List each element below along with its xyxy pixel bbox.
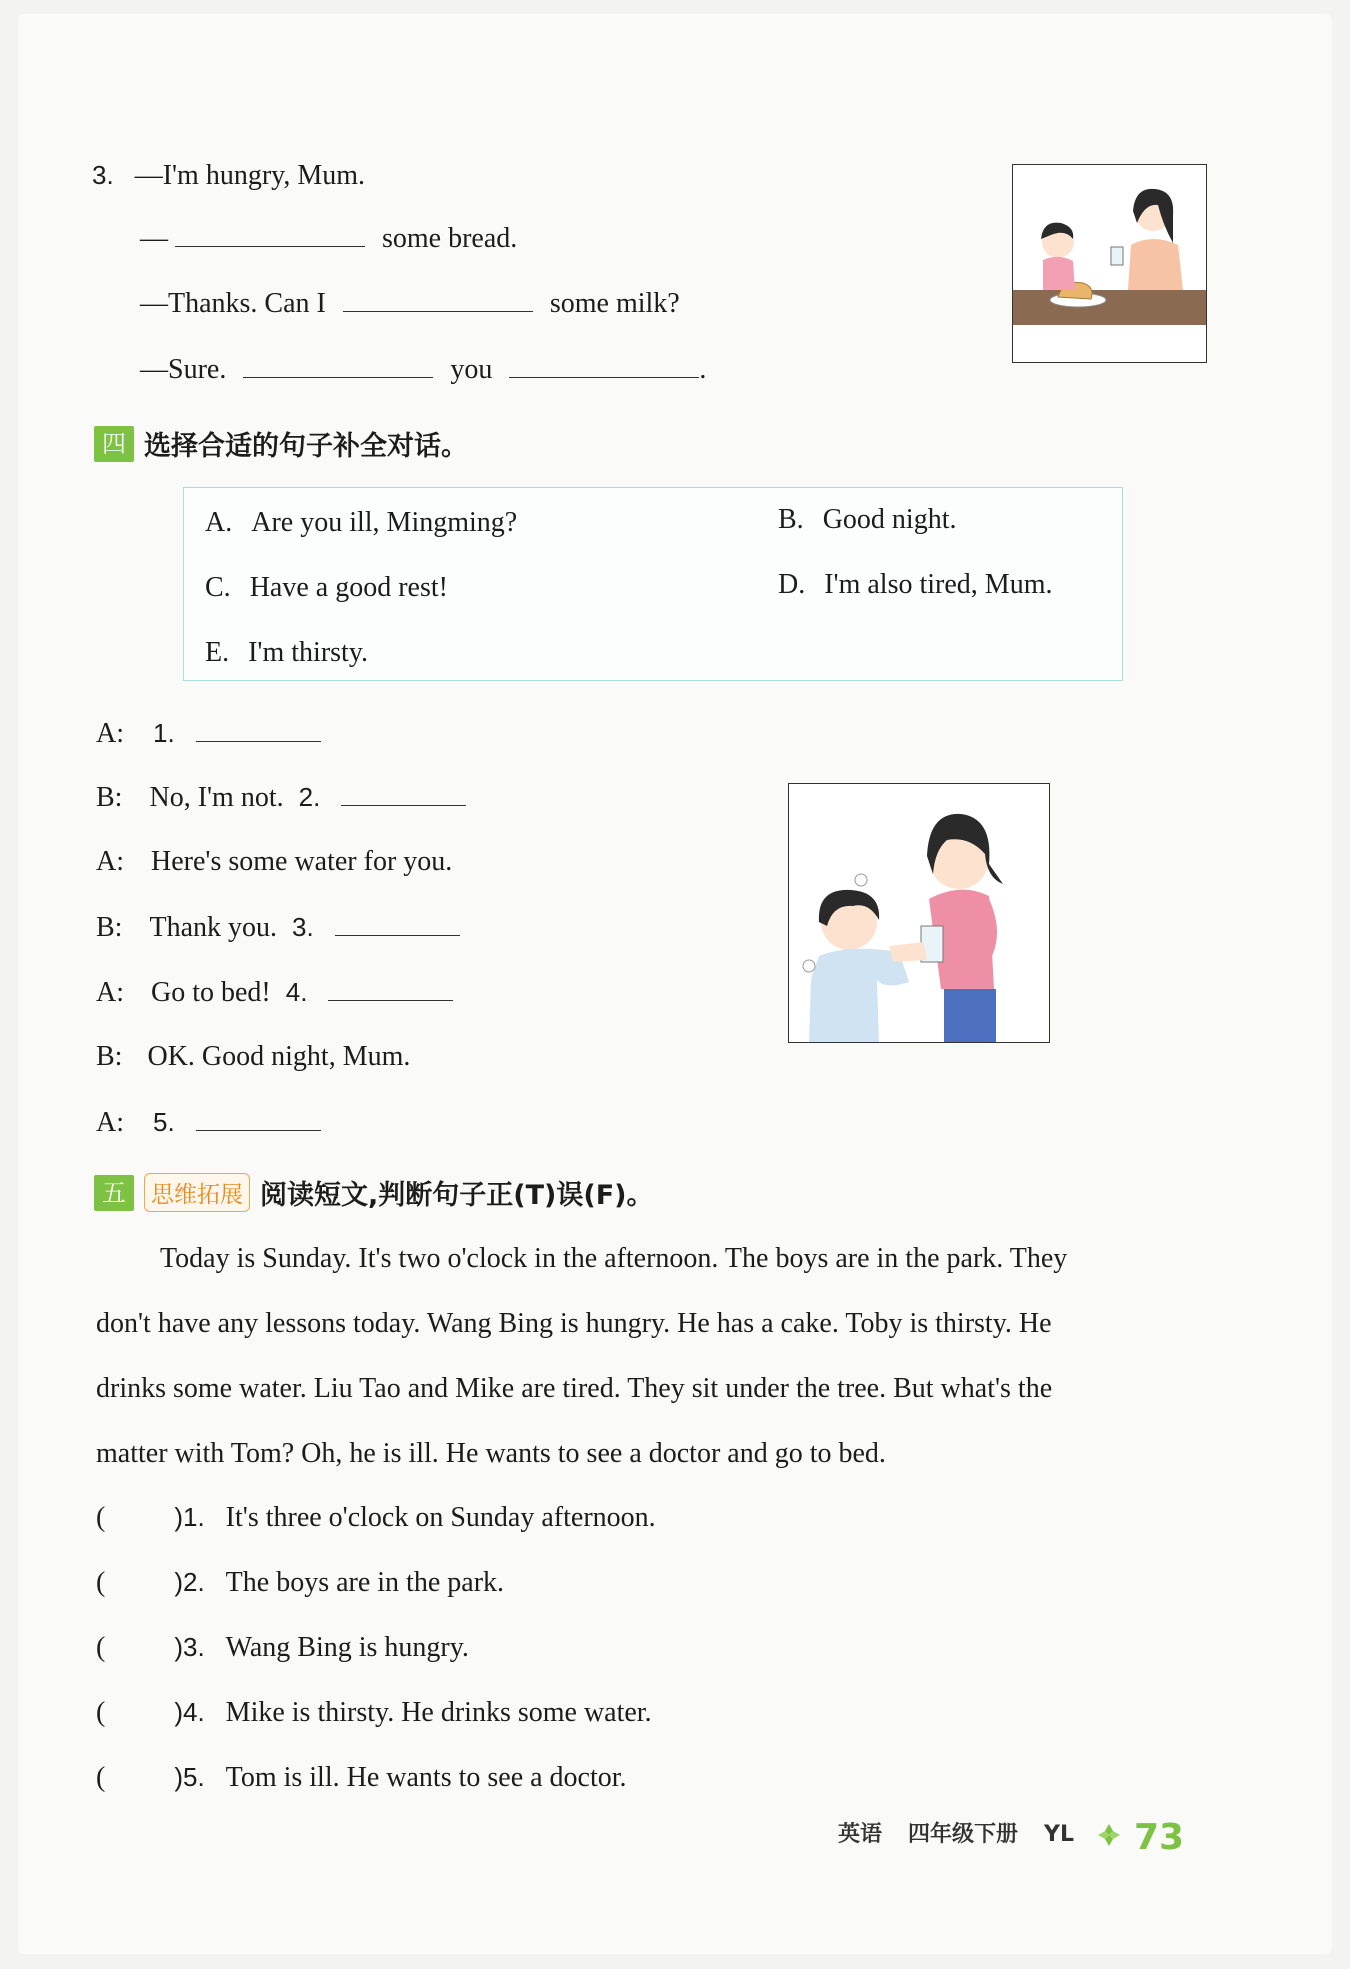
dialogue-text: No, I'm not.	[149, 782, 284, 813]
paren-open: (	[96, 1632, 106, 1663]
dialogue-blank-5[interactable]	[196, 1108, 321, 1131]
q3-line4	[140, 355, 706, 384]
speaker: B:	[96, 912, 123, 943]
dialogue-line-7	[96, 1108, 321, 1137]
dialogue-blank-2[interactable]	[341, 783, 466, 806]
blank-number: 1.	[153, 718, 175, 748]
blank-number: 5.	[153, 1107, 175, 1137]
speaker: A:	[96, 977, 124, 1008]
option-e	[205, 639, 368, 667]
blank-number: 4.	[285, 977, 308, 1007]
dialogue-line-4	[96, 913, 460, 942]
section5-title: 阅读短文,判断句子正(T)误(F)。	[260, 1180, 654, 1211]
q3-line3	[140, 289, 680, 318]
item-number: )4.	[174, 1697, 205, 1727]
passage-line: Today is Sunday. It's two o'clock in the afternoon. The boys are in the park. They	[160, 1243, 1068, 1274]
item-text: Tom is ill. He wants to see a doctor.	[225, 1762, 627, 1793]
speaker: A:	[96, 718, 124, 749]
item-text: Wang Bing is hungry.	[225, 1632, 469, 1663]
dialogue-text: Here's some water for you.	[151, 846, 453, 877]
tf-item-1	[96, 1504, 656, 1532]
speaker: B:	[96, 1041, 123, 1072]
item-number: )3.	[174, 1632, 205, 1662]
footer-edition: YL	[1044, 1822, 1074, 1848]
page-footer	[838, 1817, 1184, 1858]
speaker: A:	[96, 846, 124, 877]
q3-line4-mid: you	[450, 354, 493, 385]
clover-icon	[1096, 1822, 1122, 1853]
tf-answer-1[interactable]	[112, 1504, 174, 1526]
item-number: )5.	[174, 1762, 205, 1792]
item-text: It's three o'clock on Sunday afternoon.	[225, 1502, 656, 1533]
item-number: )1.	[174, 1502, 205, 1532]
dialogue-line-1	[96, 719, 321, 748]
q3-line2-dash: —	[140, 223, 168, 254]
option-letter: D.	[778, 569, 806, 600]
dialogue-line-2	[96, 783, 466, 812]
speaker: B:	[96, 782, 123, 813]
dialogue-line-6	[96, 1043, 410, 1071]
passage-line: drinks some water. Liu Tao and Mike are tired. They sit under the tree. But what's the	[96, 1373, 1053, 1404]
reading-passage	[96, 1226, 1216, 1486]
q3-blank-3[interactable]	[243, 355, 433, 378]
section5-header	[94, 1173, 653, 1212]
q3-line4-end: .	[699, 354, 707, 385]
speaker: A:	[96, 1107, 124, 1138]
option-letter: A.	[205, 507, 233, 538]
section4-header	[94, 424, 468, 463]
section5-badge: 五	[94, 1175, 134, 1211]
section5-tag: 思维拓展	[144, 1173, 250, 1212]
tf-answer-3[interactable]	[112, 1634, 174, 1656]
tf-answer-5[interactable]	[112, 1764, 174, 1786]
passage-line: matter with Tom? Oh, he is ill. He wants to see a doctor and go to bed.	[96, 1438, 886, 1469]
illustration-water	[788, 783, 1050, 1043]
option-b	[778, 506, 956, 534]
q3-line2	[140, 224, 517, 253]
q3-line4-start: —Sure.	[140, 354, 227, 385]
q3-blank-4[interactable]	[509, 355, 699, 378]
passage-line: don't have any lessons today. Wang Bing is hungry. He has a cake. Toby is thirsty. He	[96, 1308, 1052, 1339]
q3-blank-1[interactable]	[175, 224, 365, 247]
section4-badge: 四	[94, 426, 134, 462]
tf-item-4	[96, 1699, 652, 1727]
paren-open: (	[96, 1697, 106, 1728]
illustration-breakfast	[1012, 164, 1207, 363]
dialogue-line-5	[96, 978, 453, 1007]
blank-number: 2.	[298, 782, 321, 812]
q3-number: 3.	[92, 160, 114, 190]
option-letter: C.	[205, 572, 231, 603]
option-text: Have a good rest!	[249, 572, 448, 603]
q3-line2-end: some bread.	[382, 223, 518, 254]
footer-grade: 四年级下册	[908, 1822, 1019, 1848]
dialogue-text: Go to bed!	[151, 977, 271, 1008]
q3-line3-end: some milk?	[549, 288, 680, 319]
option-letter: E.	[205, 637, 230, 668]
q3-line3-start: —Thanks. Can I	[140, 288, 326, 319]
item-number: )2.	[174, 1567, 205, 1597]
dialogue-line-3	[96, 848, 452, 876]
option-text: Are you ill, Mingming?	[251, 507, 518, 538]
paren-open: (	[96, 1567, 106, 1598]
option-text: I'm thirsty.	[248, 637, 368, 668]
dialogue-blank-1[interactable]	[196, 719, 321, 742]
q3-blank-2[interactable]	[343, 289, 533, 312]
q3-line1	[92, 162, 365, 190]
tf-item-2	[96, 1569, 504, 1597]
tf-item-3	[96, 1634, 469, 1662]
item-text: The boys are in the park.	[225, 1567, 505, 1598]
option-text: Good night.	[822, 504, 957, 535]
footer-subject: 英语	[838, 1822, 883, 1848]
dialogue-text: Thank you.	[149, 912, 277, 943]
tf-answer-2[interactable]	[112, 1569, 174, 1591]
tf-item-5	[96, 1764, 627, 1792]
option-a	[205, 509, 517, 537]
option-letter: B.	[778, 504, 804, 535]
page-number: 73	[1133, 1817, 1185, 1858]
dialogue-text: OK. Good night, Mum.	[147, 1041, 411, 1072]
tf-answer-4[interactable]	[112, 1699, 174, 1721]
paren-open: (	[96, 1502, 106, 1533]
q3-line1-text: —I'm hungry, Mum.	[134, 160, 366, 191]
section4-title: 选择合适的句子补全对话。	[144, 431, 468, 462]
option-c	[205, 574, 448, 602]
blank-number: 3.	[292, 912, 314, 942]
item-text: Mike is thirsty. He drinks some water.	[225, 1697, 652, 1728]
dialogue-blank-4[interactable]	[328, 978, 453, 1001]
option-text: I'm also tired, Mum.	[824, 569, 1053, 600]
paren-open: (	[96, 1762, 106, 1793]
option-d	[778, 571, 1052, 599]
dialogue-blank-3[interactable]	[335, 913, 460, 936]
